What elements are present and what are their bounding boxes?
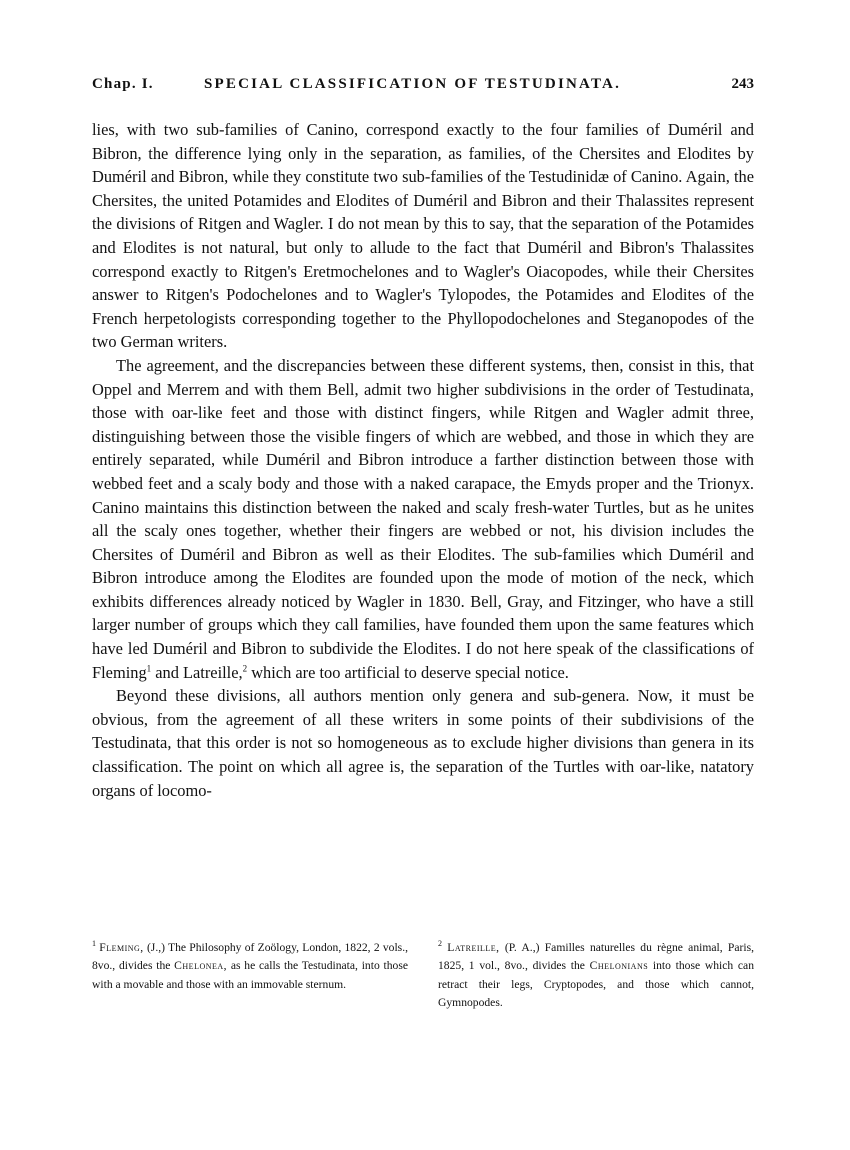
paragraph-2-mid: and Latreille,: [151, 662, 243, 682]
footnote-ref-1[interactable]: 1: [146, 663, 152, 674]
footnote-1-term: Chelonea,: [174, 959, 228, 973]
footnote-2-term: Chelonians: [589, 959, 649, 973]
footnote-1: [92, 935, 408, 994]
footnote-2-text-a: (P. A.,) Familles naturelles du règne animal, Paris, 1825, 1 vol., 8vo., divides the: [438, 940, 754, 973]
footnote-2-number: 2: [438, 939, 442, 948]
paragraph-2-text: The agreement, and the discrepancies between these different systems, then, consist in this, that Oppel and Merrem and with them Bell, admit two higher subdivisions in the order of Testudinata, those with oar-like feet and those with distinct fingers, while Ritgen and Wagler admit three, distinguishing between those the visible fingers of which are webbed, and those in which they are entirely separated, while Duméril and Bibron introduce a farther distinction between those with webbed feet and a scaly body and those with a naked carapace, the Emyds proper and the Trionyx. Canino maintains this distinction between the naked and scaly fresh-water Turtles, but as he unites all the scaly ones together, whether their fingers are webbed or not, his division includes the Chersites of Duméril and Bibron as well as their Elodites. The sub-families which Duméril and Bibron introduce among the Elodites are founded upon the mode of motion of the neck, which exhibits differences already noticed by Wagler in 1830. Bell, Gray, and Fitzinger, who have a still larger number of groups which they call families, have founded them upon the same features which have led Duméril and Bibron to subdivide the Elodites. I do not here speak of the classifications of Fleming: [92, 355, 754, 682]
footnote-2-text-b: into those which can retract their legs, Cryptopodes, and those which cannot, Gymnopodes.: [438, 959, 754, 1010]
paragraph-2: [92, 354, 754, 684]
running-title: SPECIAL CLASSIFICATION OF TESTUDINATA.: [204, 76, 622, 92]
footnote-ref-2[interactable]: 2: [242, 663, 248, 674]
paragraph-2-end: which are too artificial to deserve special notice.: [247, 662, 569, 682]
page-number: 243: [731, 76, 754, 92]
footnote-1-text-b: as he calls the Testudinata, into those with a movable and those with an immovable sternum.: [92, 959, 408, 991]
footnote-1-text-a: (J.,) The Philosophy of Zoölogy, London, 1822, 2 vols., 8vo., divides the: [92, 940, 408, 973]
running-header: [92, 76, 754, 102]
footnote-2: [438, 935, 754, 1012]
footnote-2-author: Latreille,: [447, 940, 500, 954]
chapter-label: Chap. I.: [92, 76, 154, 92]
paragraph-3: Beyond these divisions, all authors mention only genera and sub-genera. Now, it must be obvious, from the agreement of all these writers in some points of their subdivisions of the Testudinata, that this order is not so homogeneous as to exclude higher divisions than genera in its classification. The point on which all agree is, the separation of the Turtles with oar-like, natatory organs of locomo-: [92, 686, 754, 800]
footnote-1-author: Fleming,: [99, 940, 144, 954]
body-text: [92, 118, 754, 802]
paragraph-1: lies, with two sub-families of Canino, correspond exactly to the four families of Duméril and Bibron, the difference lying only in the separation, as families, of the Chersites and Elodites by Duméril and Bibron, while they constitute two sub-families of the Testudinidæ of Canino. Again, the Chersites, the united Potamides and Elodites of Duméril and Bibron and their Thalassites represent the divisions of Ritgen and Wagler. I do not mean by this to say, that the separation of the Potamides and Elodites is not natural, but only to allude to the fact that Duméril and Bibron's Thalassites correspond exactly to Ritgen's Eretmochelones and to Wagler's Oiacopodes, while their Chersites answer to Ritgen's Podochelones and to Wagler's Tylopodes, the Potamides and Elodites of the French herpetologists corresponding together to the Phyllopodochelones and Steganopodes of the two German writers.: [92, 120, 754, 352]
footnote-1-number: 1: [92, 939, 96, 948]
